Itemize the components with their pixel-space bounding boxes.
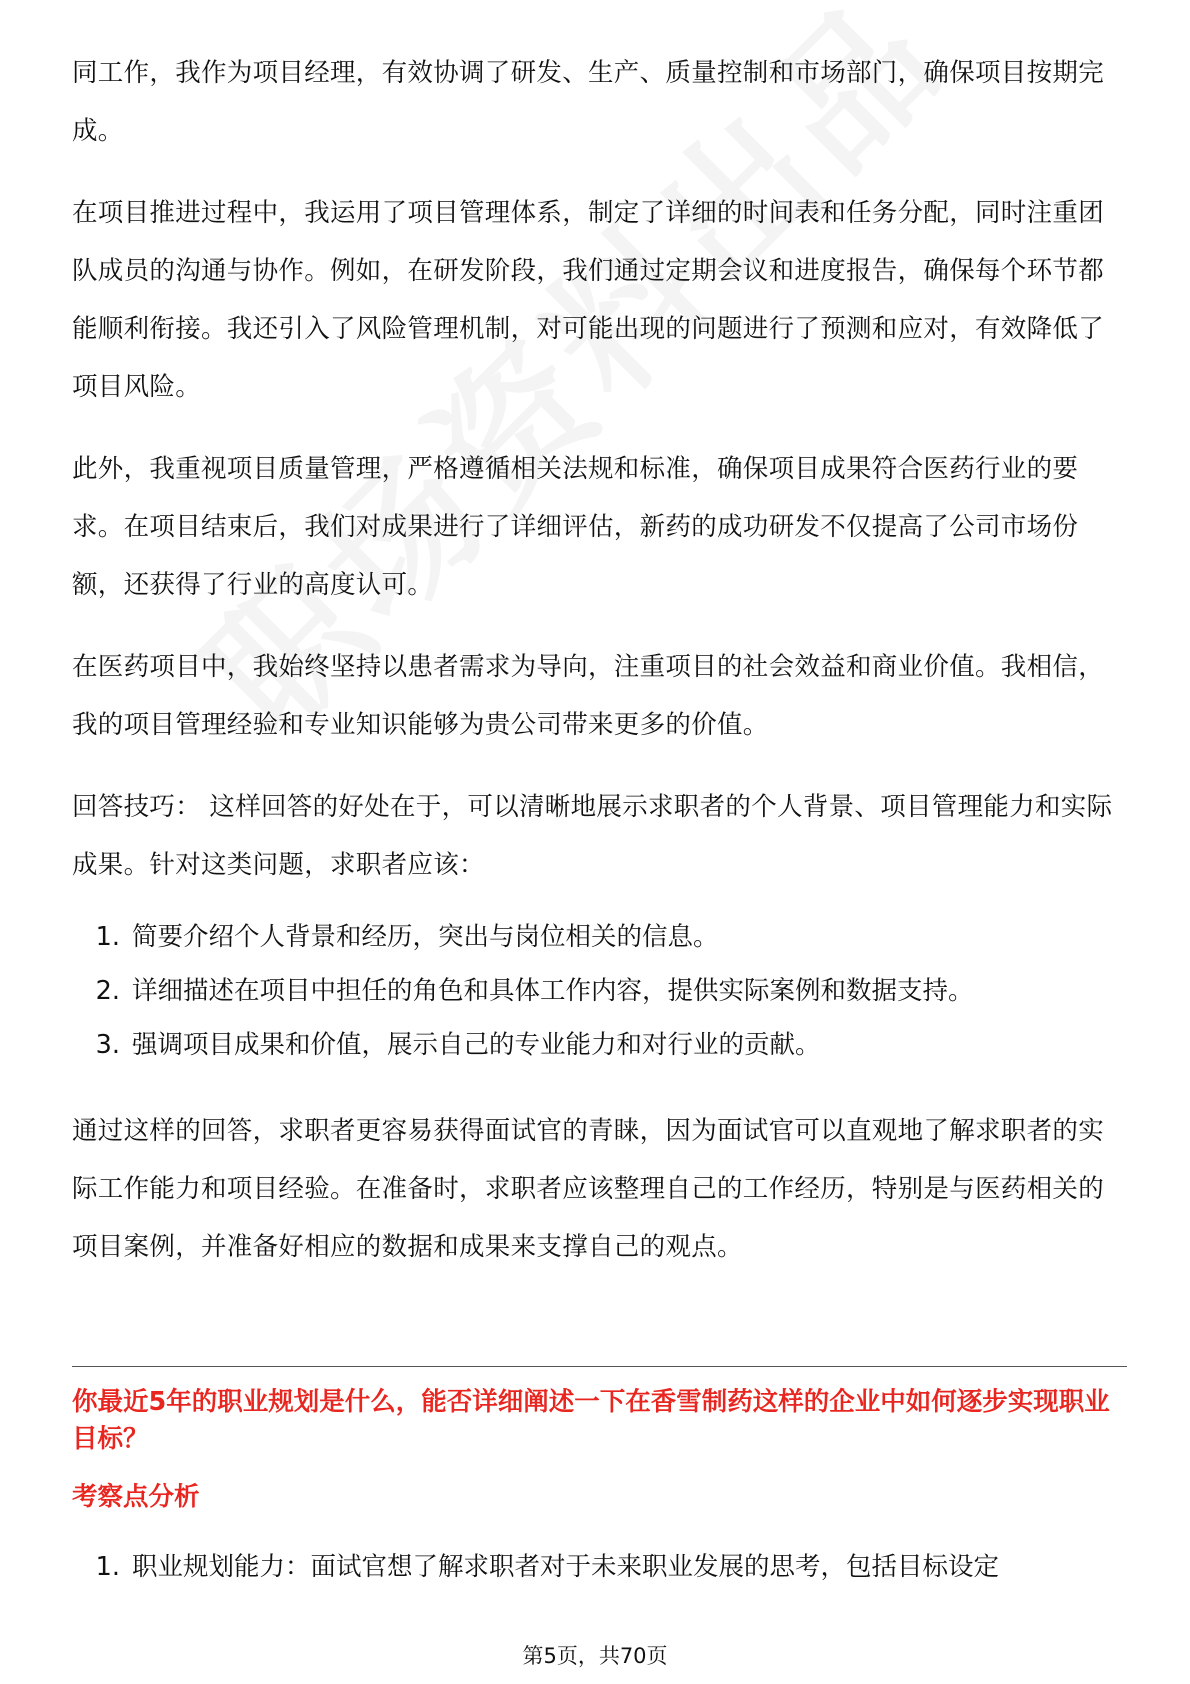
list-number: 1. [95,922,120,952]
closing-paragraph: 通过这样的回答，求职者更容易获得面试官的青睐，因为面试官可以直观地了解求职者的实际工作能力和项目经验。在准备时，求职者应该整理自己的工作经历，特别是与医药相关的项目案例，并准备好相应的数据和成果来支撑自己的观点。 [72,1116,1105,1262]
answer-tips-paragraph: 回答技巧： 这样回答的好处在于，可以清晰地展示求职者的个人背景、项目管理能力和实际成果。针对这类问题，求职者应该： [72,792,1113,880]
document-body [72,44,1127,1300]
list-text: 职业规划能力：面试官想了解求职者对于未来职业发展的思考，包括目标设定 [132,1552,1000,1582]
question-heading: 你最近5年的职业规划是什么，能否详细阐述一下在香雪制药这样的企业中如何逐步实现职业目标？ [72,1387,1110,1454]
list-number: 2. [95,976,120,1006]
section-divider [72,1366,1127,1367]
paragraph-1: 同工作，我作为项目经理，有效协调了研发、生产、质量控制和市场部门，确保项目按期完成。 [72,58,1105,146]
list-text: 强调项目成果和价值，展示自己的专业能力和对行业的贡献。 [132,1030,821,1060]
paragraph-2: 在项目推进过程中，我运用了项目管理体系，制定了详细的时间表和任务分配，同时注重团队成员的沟通与协作。例如，在研发阶段，我们通过定期会议和进度报告，确保每个环节都能顺利衔接。我还引入了风险管理机制，对可能出现的问题进行了预测和应对，有效降低了项目风险。 [72,198,1105,402]
list-item [72,964,1127,1018]
page-footer: 第5页，共70页 [522,1644,668,1668]
list-number: 1. [95,1552,120,1582]
list-text: 详细描述在项目中担任的角色和具体工作内容，提供实际案例和数据支持。 [132,976,974,1006]
list-item [72,910,1127,964]
paragraph-3: 此外，我重视项目质量管理，严格遵循相关法规和标准，确保项目成果符合医药行业的要求。在项目结束后，我们对成果进行了详细评估，新药的成功研发不仅提高了公司市场份额，还获得了行业的高度认可。 [72,454,1079,600]
list-item [72,1018,1127,1072]
analysis-heading: 考察点分析 [72,1482,200,1512]
list-item [72,1540,1132,1594]
list-text: 简要介绍个人背景和经历，突出与岗位相关的信息。 [132,922,719,952]
paragraph-4: 在医药项目中，我始终坚持以患者需求为导向，注重项目的社会效益和商业价值。我相信，我的项目管理经验和专业知识能够为贵公司带来更多的价值。 [72,652,1105,740]
list-number: 3. [95,1030,120,1060]
tips-list [72,910,1127,1072]
analysis-list [72,1540,1132,1594]
